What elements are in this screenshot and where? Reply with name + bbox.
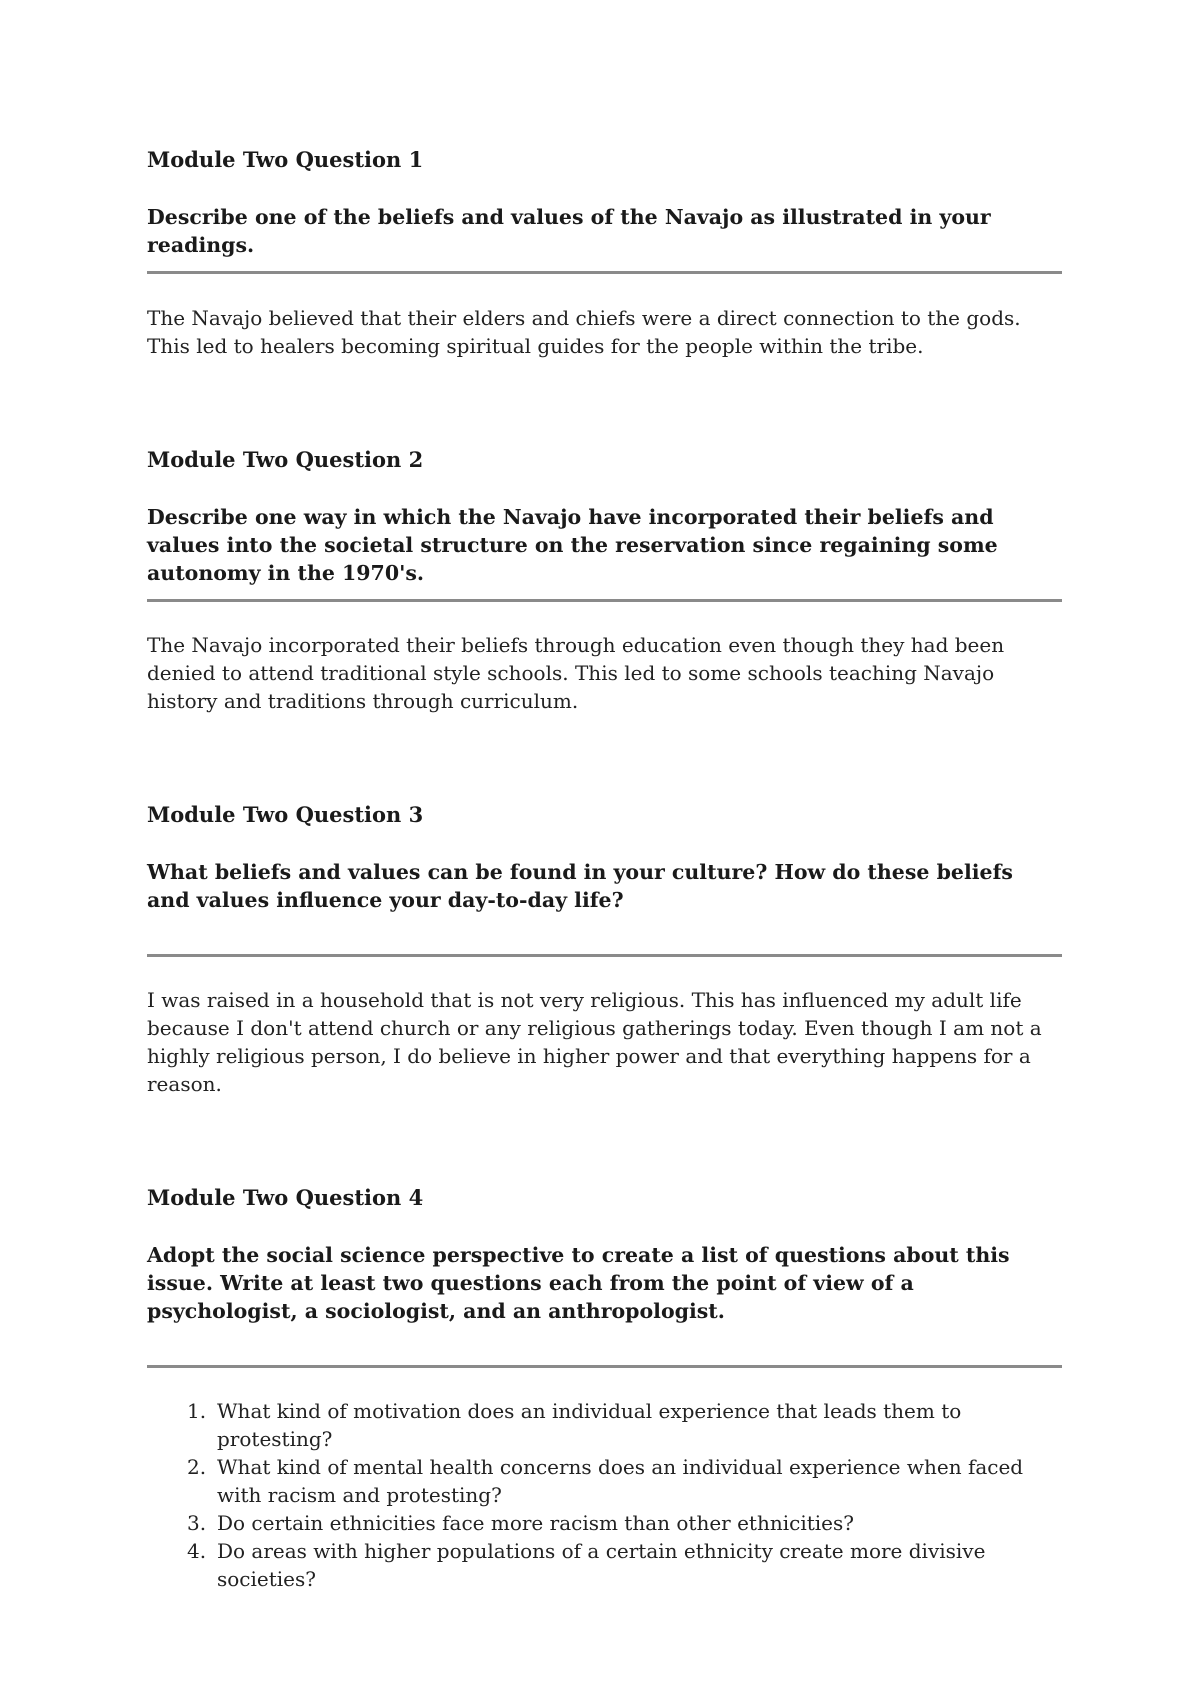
question-title: Module Two Question 4 xyxy=(147,1185,424,1210)
list-item-text: What kind of mental health concerns does an individual experience when faced with racism and protesting? xyxy=(217,1455,1024,1507)
question-title: Module Two Question 2 xyxy=(147,447,424,472)
question-prompt: What beliefs and values can be found in your culture? How do these beliefs and values influence your day-to-day life? xyxy=(147,860,1013,912)
question-title: Module Two Question 3 xyxy=(147,802,424,827)
list-item xyxy=(147,1509,1062,1537)
list-item-text: What kind of motivation does an individual experience that leads them to protesting? xyxy=(217,1399,962,1451)
list-item xyxy=(147,1537,1062,1593)
question-title: Module Two Question 1 xyxy=(147,147,424,172)
divider-rule xyxy=(147,599,1062,602)
answer-text: The Navajo believed that their elders and chiefs were a direct connection to the gods. This led to healers becoming spiritual guides for the people within the tribe. xyxy=(147,306,1021,358)
question-prompt: Describe one of the beliefs and values of the Navajo as illustrated in your readings. xyxy=(147,205,991,257)
list-item-number: 3. xyxy=(187,1511,207,1535)
divider-rule xyxy=(147,954,1062,957)
list-item-number: 2. xyxy=(187,1455,207,1479)
list-item-text: Do certain ethnicities face more racism than other ethnicities? xyxy=(217,1511,854,1535)
question-prompt: Describe one way in which the Navajo have incorporated their beliefs and values into the societal structure on the reservation since regaining some autonomy in the 1970's. xyxy=(147,505,998,585)
divider-rule xyxy=(147,1365,1062,1368)
answer-text: I was raised in a household that is not very religious. This has influenced my adult life because I don't attend church or any religious gatherings today. Even though I am not a highly religious person, I do believe in higher power and that everything happens for a reason. xyxy=(147,988,1042,1096)
answer-text: The Navajo incorporated their beliefs through education even though they had been denied to attend traditional style schools. This led to some schools teaching Navajo history and traditions through curriculum. xyxy=(147,633,1005,713)
list-item-text: Do areas with higher populations of a certain ethnicity create more divisive societies? xyxy=(217,1539,986,1591)
question-prompt: Adopt the social science perspective to create a list of questions about this issue. Write at least two questions each from the point of view of a psychologist, a sociologist, and an anthropologist. xyxy=(147,1243,1010,1323)
document-page xyxy=(147,0,1062,1698)
list-item xyxy=(147,1397,1062,1453)
list-item xyxy=(147,1453,1062,1509)
list-item-number: 1. xyxy=(187,1399,207,1423)
answer-list xyxy=(147,1397,1062,1593)
list-item-number: 4. xyxy=(187,1539,207,1563)
divider-rule xyxy=(147,271,1062,274)
